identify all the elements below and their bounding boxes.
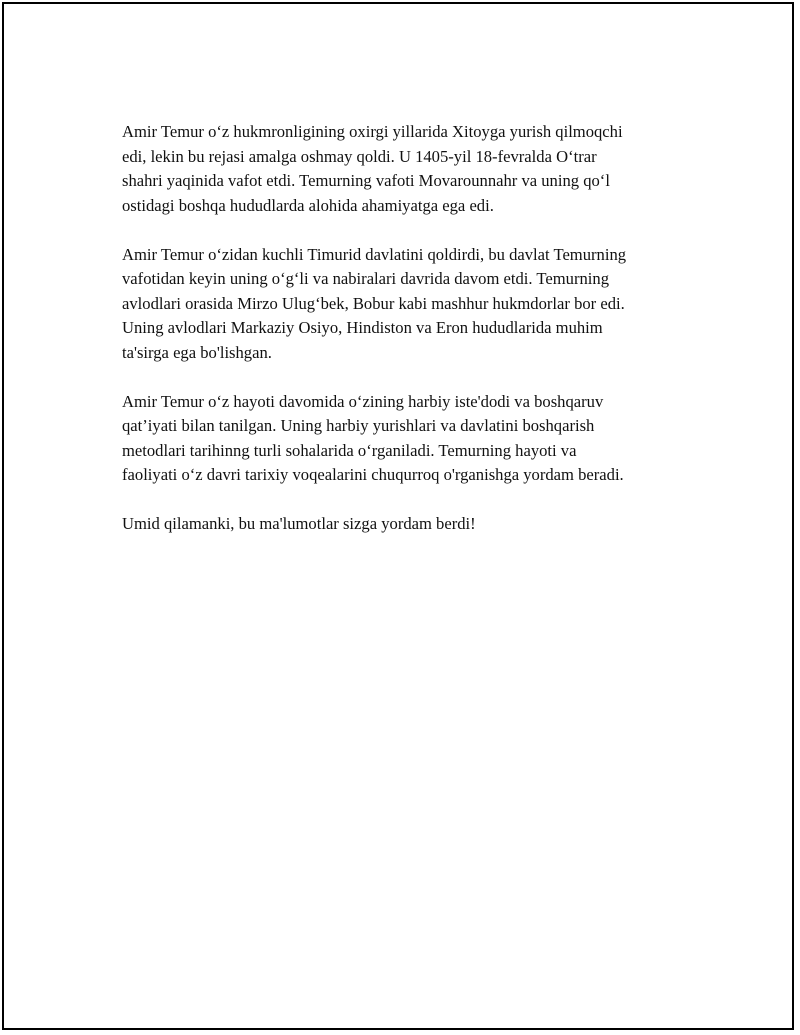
paragraph-line: avlodlari orasida Mirzo Ulug‘bek, Bobur kabi mashhur hukmdorlar bor edi.: [122, 293, 625, 313]
paragraph-line: Amir Temur o‘zidan kuchli Timurid davlatini qoldirdi, bu davlat Temurning: [122, 244, 627, 264]
paragraph-line: Uning avlodlari Markaziy Osiyo, Hindiston va Eron hududlarida muhim: [122, 318, 603, 337]
paragraph-line: ostidagi boshqa hududlarda alohida ahamiyatga ega edi.: [122, 195, 494, 215]
paragraph-2: [122, 243, 712, 366]
paragraph-line: faoliyati o‘z davri tarixiy voqealarini chuqurroq o'rganishga yordam beradi.: [122, 465, 624, 484]
paragraph-line: vafotidan keyin uning o‘g‘li va nabiralari davrida davom etdi. Temurning: [122, 269, 609, 288]
paragraph-line: ta'sirga ega bo'lishgan.: [122, 342, 272, 362]
paragraph-3: [122, 390, 712, 488]
document-body: [122, 120, 712, 561]
paragraph-line: Amir Temur o‘z hayoti davomida o‘zining harbiy iste'dodi va boshqaruv: [122, 391, 604, 411]
paragraph-4: [122, 512, 712, 537]
paragraph-line: edi, lekin bu rejasi amalga oshmay qoldi. U 1405-yil 18-fevralda O‘trar: [122, 146, 597, 166]
paragraph-line: Umid qilamanki, bu ma'lumotlar sizga yordam berdi!: [122, 514, 476, 533]
paragraph-1: [122, 120, 712, 218]
paragraph-line: metodlari tarihinng turli sohalarida o‘rganiladi. Temurning hayoti va: [122, 440, 577, 460]
paragraph-line: shahri yaqinida vafot etdi. Temurning vafoti Movarounnahr va uning qo‘l: [122, 171, 610, 190]
page-frame: [2, 2, 794, 1030]
paragraph-line: Amir Temur o‘z hukmronligining oxirgi yillarida Xitoyga yurish qilmoqchi: [122, 122, 623, 141]
paragraph-line: qat’iyati bilan tanilgan. Uning harbiy yurishlari va davlatini boshqarish: [122, 416, 595, 435]
